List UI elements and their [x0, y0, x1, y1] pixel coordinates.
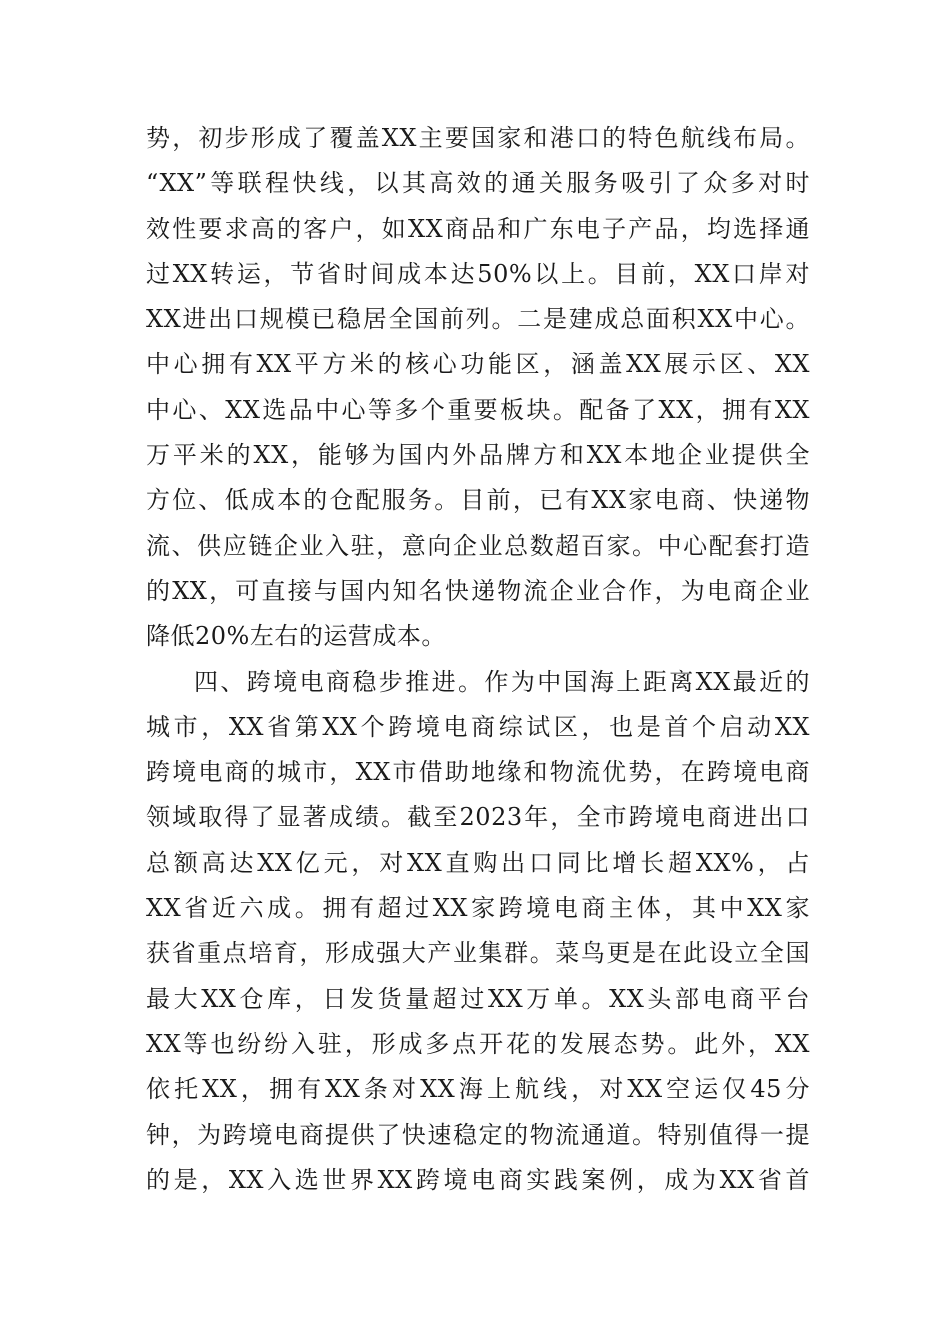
text-line-11: 的XX，可直接与国内知名快递物流企业合作，为电商企业 [146, 576, 810, 605]
text-line-9: 方位、低成本的仓配服务。目前，已有XX家电商、快递物 [146, 486, 810, 515]
text-line-5: XX进出口规模已稳居全国前列。二是建成总面积XX中心。 [146, 305, 810, 334]
text-line-12: 降低20%左右的运营成本。 [146, 622, 446, 651]
text-line-3: 效性要求高的客户，如XX商品和广东电子产品，均选择通 [146, 214, 810, 243]
text-line-13: 四、跨境电商稳步推进。作为中国海上距离XX最近的 [194, 667, 810, 696]
text-line-16: 领域取得了显著成绩。截至2023年，全市跨境电商进出口 [146, 803, 810, 832]
text-line-10: 流、供应链企业入驻，意向企业总数超百家。中心配套打造 [146, 531, 810, 560]
text-line-6: 中心拥有XX平方米的核心功能区，涵盖XX展示区、XX [146, 350, 810, 379]
text-line-20: 最大XX仓库，日发货量超过XX万单。XX头部电商平台 [146, 984, 810, 1013]
text-line-4: 过XX转运，节省时间成本达50%以上。目前，XX口岸对 [146, 259, 810, 288]
text-line-2: “XX”等联程快线，以其高效的通关服务吸引了众多对时 [146, 169, 810, 198]
text-line-7: 中心、XX选品中心等多个重要板块。配备了XX，拥有XX [146, 395, 810, 424]
text-line-18: XX省近六成。拥有超过XX家跨境电商主体，其中XX家 [146, 894, 810, 923]
text-line-1: 势，初步形成了覆盖XX主要国家和港口的特色航线布局。 [146, 124, 810, 152]
text-line-21: XX等也纷纷入驻，形成多点开花的发展态势。此外，XX [146, 1029, 810, 1058]
body-text [146, 116, 810, 1203]
text-line-8: 万平米的XX，能够为国内外品牌方和XX本地企业提供全 [146, 441, 810, 470]
text-line-24: 的是，XX入选世界XX跨境电商实践案例，成为XX省首 [146, 1165, 810, 1194]
text-line-14: 城市，XX省第XX个跨境电商综试区，也是首个启动XX [146, 712, 810, 741]
text-line-22: 依托XX，拥有XX条对XX海上航线，对XX空运仅45分 [146, 1075, 810, 1104]
text-line-17: 总额高达XX亿元，对XX直购出口同比增长超XX%，占 [146, 848, 810, 877]
text-line-15: 跨境电商的城市，XX市借助地缘和物流优势，在跨境电商 [146, 758, 810, 787]
text-line-19: 获省重点培育，形成强大产业集群。菜鸟更是在此设立全国 [146, 939, 810, 968]
text-line-23: 钟，为跨境电商提供了快速稳定的物流通道。特别值得一提 [146, 1120, 810, 1149]
